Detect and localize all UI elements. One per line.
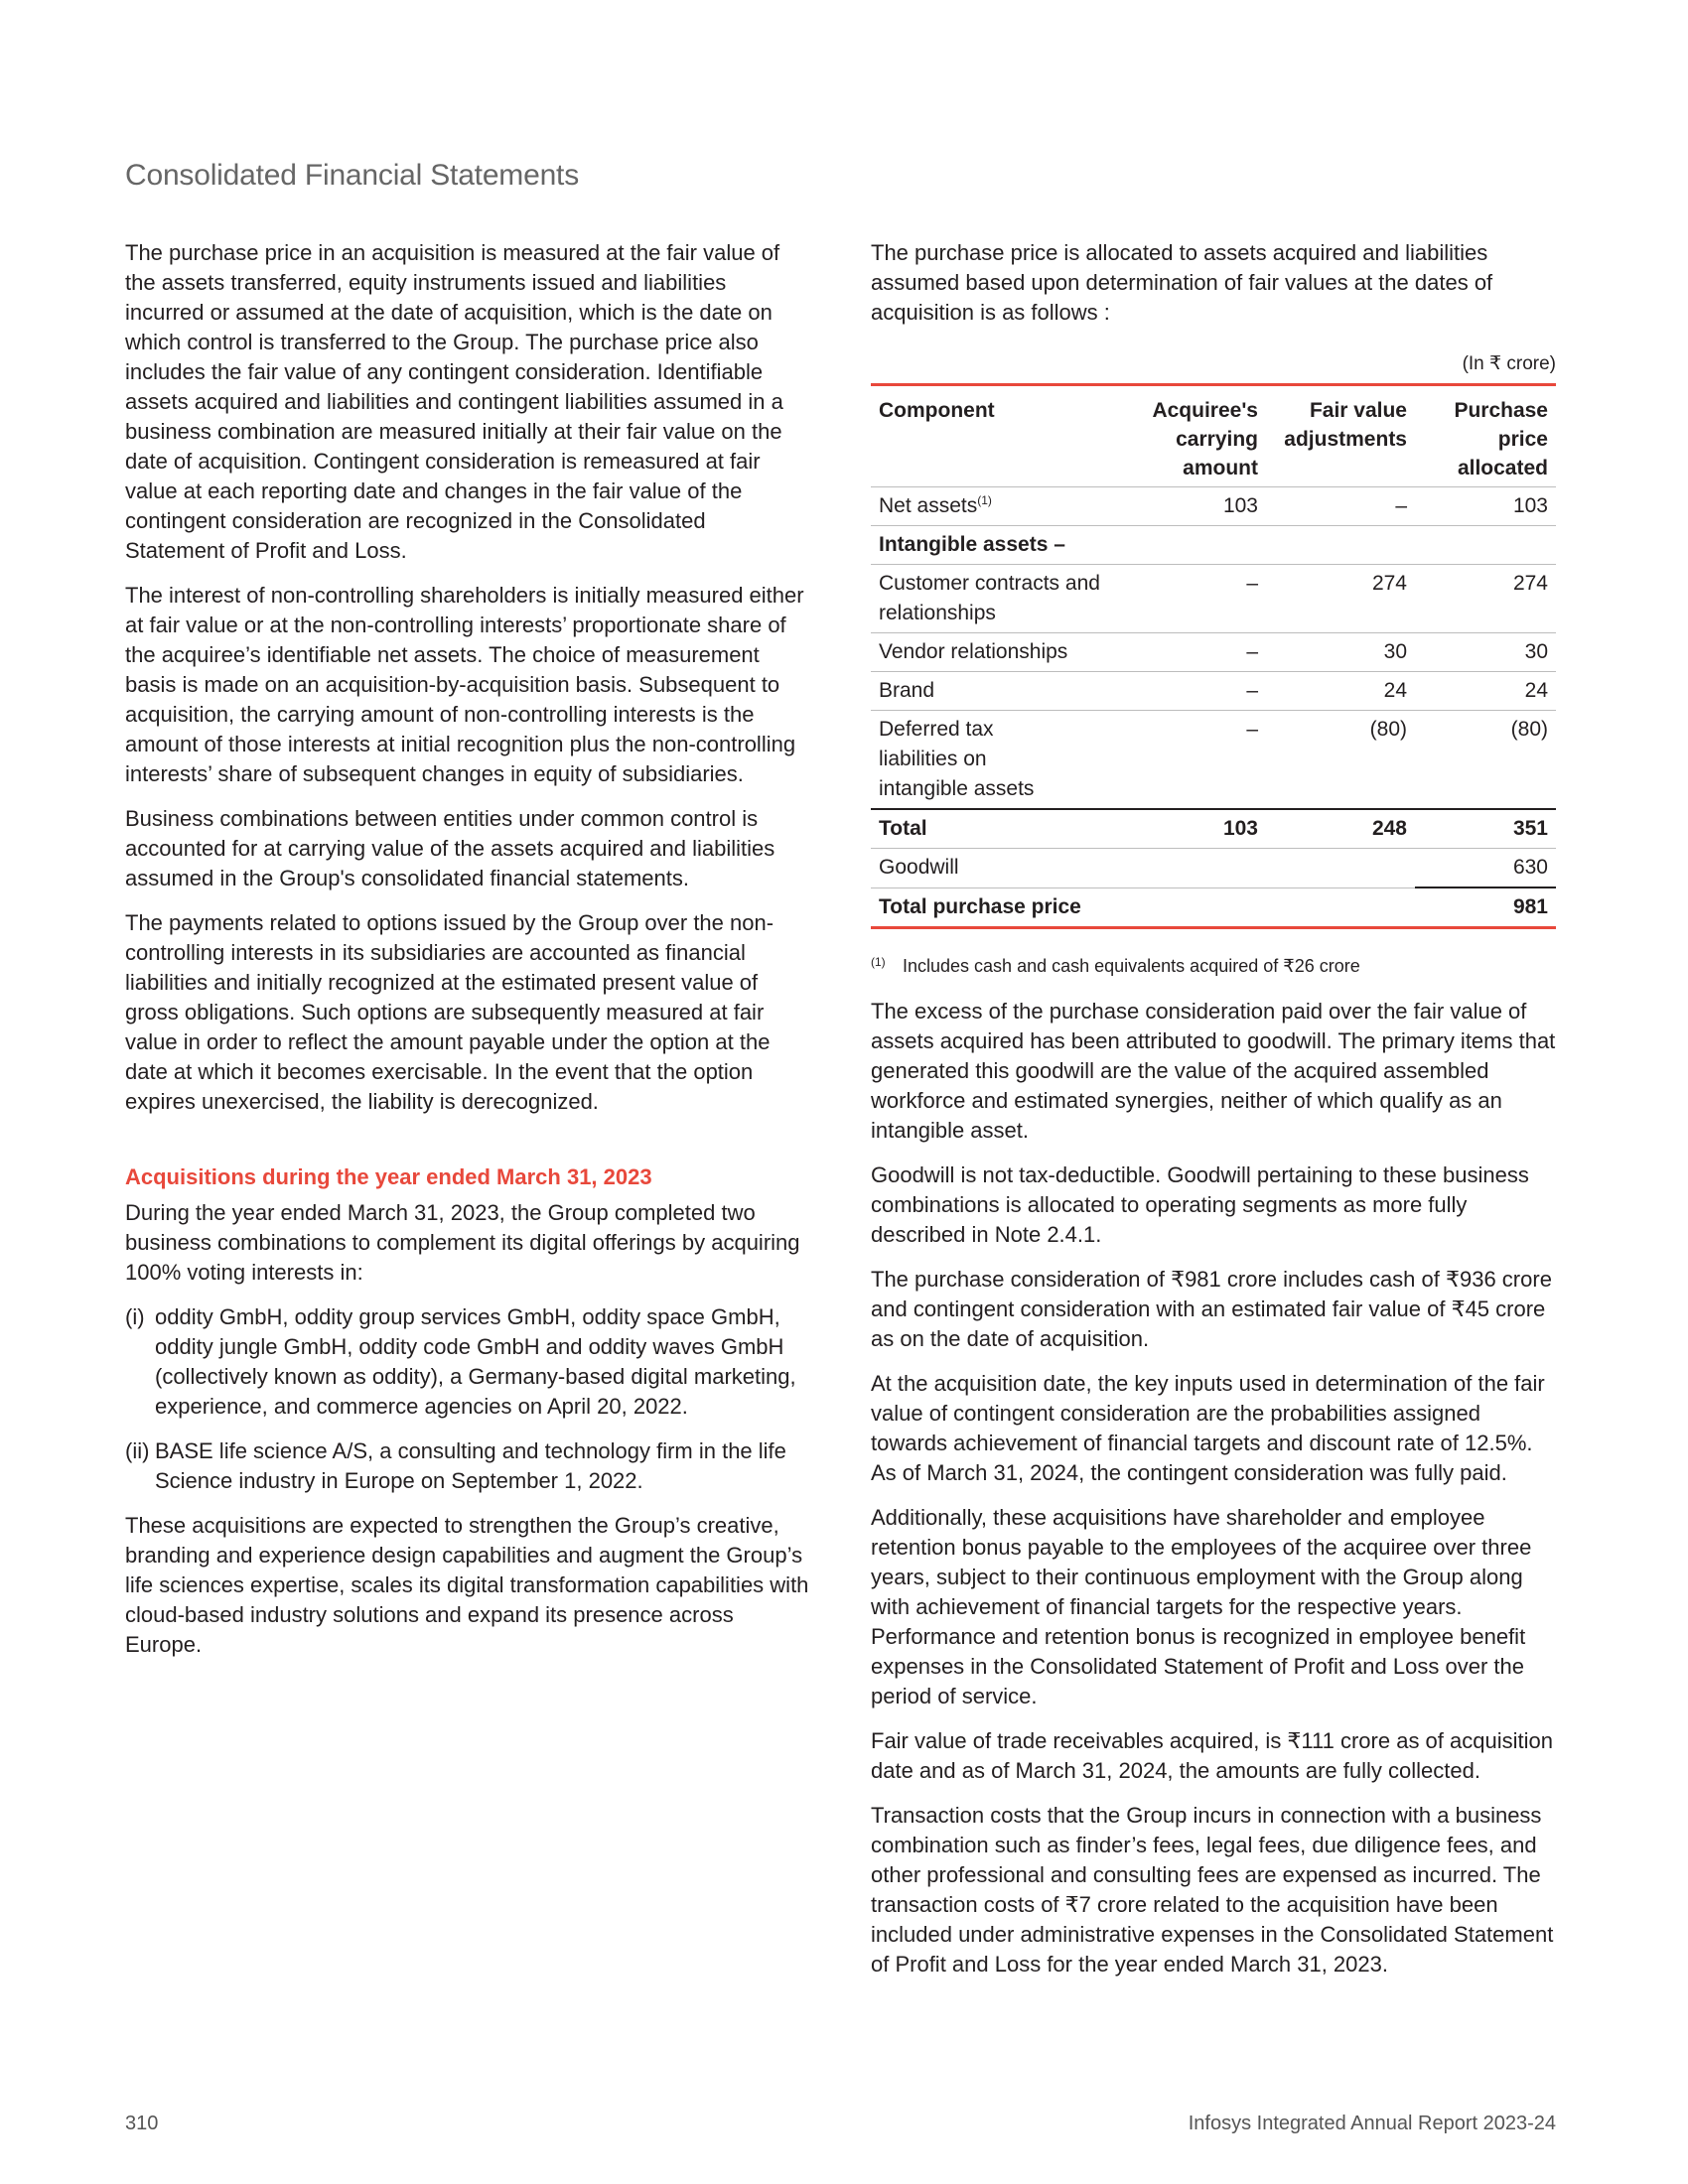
paragraph: During the year ended March 31, 2023, the Group completed two business combinations to complement its digital offerings by acquiring 100% voting interests in: [125,1200,800,1285]
table-cell: – [1246,640,1258,663]
paragraph: The purchase price is allocated to assets acquired and liabilities assumed based upon determination of fair values at the dates of acquisition is as follows : [871,240,1493,325]
table-cell: 274 [1371,572,1407,595]
paragraph: Additionally, these acquisitions have shareholder and employee retention bonus payable to the employees of the acquiree over three years, subject to their continuous employment with the Group along with achievement of financial targets for the respective years. Performance and retention bonus is recognized in employee benefit expenses in the Consolidated Statement of Profit and Loss over the period of service. [871,1505,1532,1708]
column-header: Purchase price allocated [1454,399,1548,479]
table-cell: 103 [1222,494,1258,517]
paragraph: Fair value of trade receivables acquired, is ₹111 crore as of acquisition date and as of March 31, 2024, the amounts are fully collected. [871,1728,1553,1783]
page-title: Consolidated Financial Statements [125,159,579,192]
left-column [125,238,810,1675]
row-label: Deferred tax liabilities on intangible assets [879,718,1035,800]
paragraph: Transaction costs that the Group incurs in connection with a business combination such as finder’s fees, legal fees, due diligence fees, and other professional and consulting fees are expensed as incurred. The transaction costs of ₹7 crore related to the acquisition have been included under administrative expenses in the Consolidated Statement of Profit and Loss for the year ended March 31, 2023. [871,1803,1554,1977]
footnote-ref: (1) [977,493,992,507]
row-label: Vendor relationships [879,640,1068,663]
paragraph: The purchase price in an acquisition is measured at the fair value of the assets transferred, equity instruments issued and liabilities incurred or assumed at the date of acquisition, which is the date on which control is transferred to the Group. The purchase price also includes the fair value of any contingent consideration. Identifiable assets acquired and liabilities and contingent liabilities assumed in a business combination are measured initially at their fair value on the date of acquisition. Contingent consideration is remeasured at fair value at each reporting date and changes in the fair value of the contingent consideration are recognized in the Consolidated Statement of Profit and Loss. [125,240,783,563]
column-header: Component [879,399,995,422]
paragraph: The excess of the purchase consideration paid over the fair value of assets acquired has been attributed to goodwill. The primary items that generated this goodwill are the value of the acquired assembled workforce and estimated synergies, neither of which qualify as an intangible asset. [871,999,1556,1143]
table-cell: 103 [1512,494,1548,517]
table-header-row [871,385,1556,487]
table-cell: – [1246,679,1258,702]
table-cell: 30 [1383,640,1407,663]
table-cell: 30 [1524,640,1548,663]
table-row [871,672,1556,711]
page-number: 310 [125,2113,159,2134]
row-label: Total purchase price [879,894,1081,918]
paragraph: These acquisitions are expected to strengthen the Group’s creative, branding and experience design capabilities and augment the Group’s life sciences expertise, scales its digital transformation capabilities with cloud-based industry solutions and expand its presence across Europe. [125,1513,809,1657]
table-row-total-purchase-price [871,887,1556,928]
paragraph: The purchase consideration of ₹981 crore includes cash of ₹936 crore and contingent consideration with an estimated fair value of ₹45 crore as on the date of acquisition. [871,1267,1552,1351]
table-cell: 24 [1383,679,1407,702]
paragraph: Goodwill is not tax-deductible. Goodwill pertaining to these business combinations is allocated to operating segments as more fully described in Note 2.4.1. [871,1162,1529,1247]
table-cell: 351 [1512,817,1548,840]
section-heading: Acquisitions during the year ended March 31, 2023 [125,1164,652,1189]
table-cell: 981 [1415,887,1556,928]
column-header: Acquiree's carrying amount [1152,399,1258,479]
table-cell: 24 [1524,679,1548,702]
table-cell: (80) [1510,718,1548,741]
row-label: Net assets [879,494,978,517]
table-row [871,487,1556,526]
row-label: Brand [879,679,935,702]
report-title: Infosys Integrated Annual Report 2023-24 [1188,2113,1556,2134]
table-cell: – [1395,494,1407,517]
paragraph: The interest of non-controlling shareholders is initially measured either at fair value or at the non-controlling interests’ proportionate share of the acquiree’s identifiable net assets. The choice of measurement basis is made on an acquisition-by-acquisition basis. Subsequent to acquisition, the carrying amount of non-controlling interests is the amount of those interests at initial recognition plus the non-controlling interests’ share of subsequent changes in equity of subsidiaries. [125,583,804,786]
row-label: Customer contracts and relationships [879,572,1100,624]
table-footnote [871,951,1556,981]
list-item [125,1436,810,1496]
footnote-mark: (1) [871,955,886,969]
table-row-total [871,809,1556,849]
list-text: BASE life science A/S, a consulting and technology firm in the life Science industry in Europe on September 1, 2022. [155,1438,786,1493]
row-label: Total [879,817,927,840]
right-column [871,238,1556,1994]
table-cell: 630 [1512,856,1548,879]
purchase-price-allocation-table [871,383,1556,929]
table-cell: – [1246,572,1258,595]
footnote-text: Includes cash and cash equivalents acquired of ₹26 crore [903,956,1360,976]
table-row [871,849,1556,888]
list-number: (ii) [125,1438,150,1463]
table-row [871,633,1556,672]
list-text: oddity GmbH, oddity group services GmbH, oddity space GmbH, oddity jungle GmbH, oddity code GmbH and oddity waves GmbH (collectively known as oddity), a Germany-based digital marketing, experience, and commerce agencies on April 20, 2022. [155,1304,796,1419]
table-cell: (80) [1369,718,1407,741]
row-label: Goodwill [879,856,959,879]
paragraph: Business combinations between entities under common control is accounted for at carrying value of the assets acquired and liabilities assumed in the Group's consolidated financial statements. [125,806,775,890]
table-row [871,565,1556,633]
table-cell: 103 [1222,817,1258,840]
table-cell: 248 [1371,817,1407,840]
row-label: Intangible assets – [879,533,1065,556]
table-row [871,526,1556,565]
list-item [125,1302,810,1422]
unit-label: (In ₹ crore) [1462,353,1556,374]
table-cell: 274 [1512,572,1548,595]
column-header: Fair value adjustments [1284,399,1407,451]
table-cell: – [1246,718,1258,741]
table-row [871,711,1556,810]
list-number: (i) [125,1304,145,1329]
paragraph: At the acquisition date, the key inputs used in determination of the fair value of contingent consideration are the probabilities assigned towards achievement of financial targets and discount rate of 12.5%. As of March 31, 2024, the contingent consideration was fully paid. [871,1371,1545,1485]
paragraph: The payments related to options issued by the Group over the non-controlling interests in its subsidiaries are accounted as financial liabilities and initially recognized at the estimated present value of gross obligations. Such options are subsequently measured at fair value in order to reflect the amount payable under the option at the date at which it becomes exercisable. In the event that the option expires unexercised, the liability is derecognized. [125,910,774,1114]
